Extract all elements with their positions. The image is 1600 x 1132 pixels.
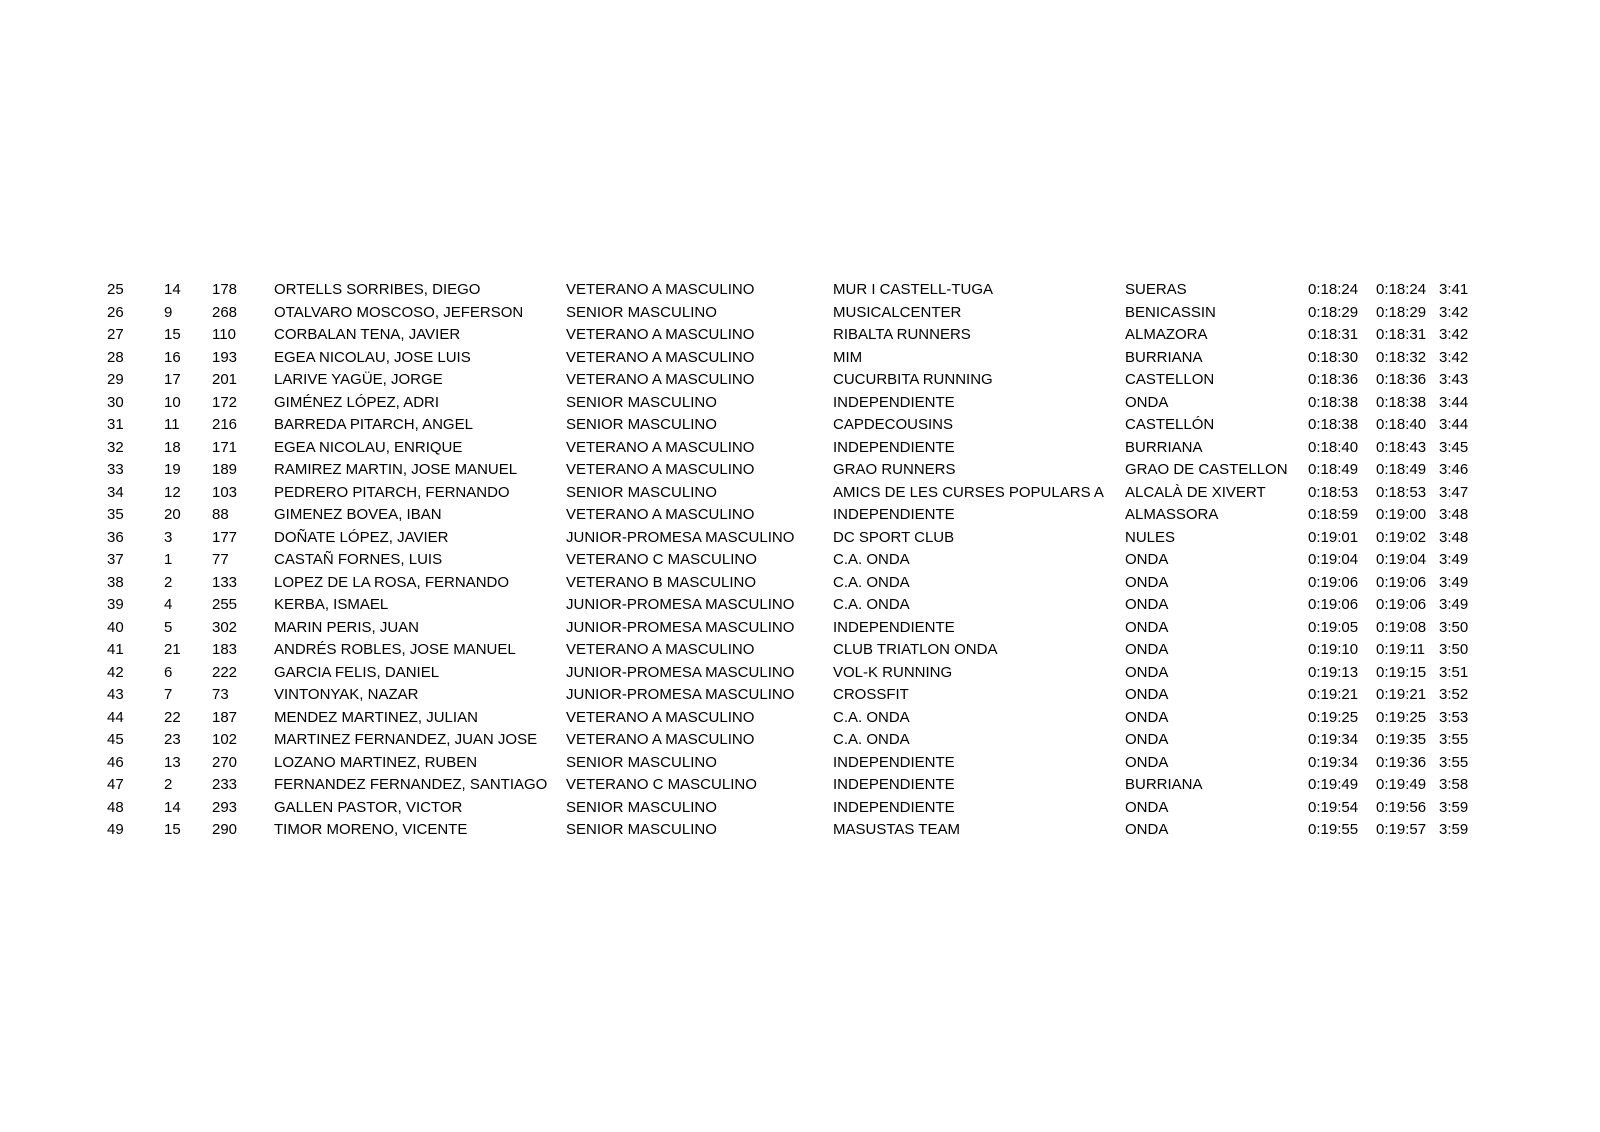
club: INDEPENDIENTE xyxy=(833,753,955,771)
runner-name: PEDRERO PITARCH, FERNANDO xyxy=(274,483,510,501)
category-position: 20 xyxy=(164,506,181,523)
overall-position: 32 xyxy=(107,438,124,456)
bib-number: 233 xyxy=(212,776,238,793)
bib-number: 302 xyxy=(212,618,238,636)
overall-position: 48 xyxy=(107,798,124,816)
runner-name: GALLEN PASTOR, VICTOR xyxy=(274,798,463,816)
category: JUNIOR-PROMESA MASCULINO xyxy=(566,528,795,546)
category-position: 23 xyxy=(164,731,181,748)
gun-time: 0:19:06 xyxy=(1308,573,1359,591)
town: NULES xyxy=(1125,528,1176,546)
net-time: 0:18:29 xyxy=(1376,303,1427,321)
category-position: 15 xyxy=(164,821,181,838)
category: VETERANO A MASCULINO xyxy=(566,281,755,298)
club: MIM xyxy=(833,348,863,366)
category-position: 14 xyxy=(164,281,181,298)
overall-position: 28 xyxy=(107,348,124,366)
net-time: 0:19:08 xyxy=(1376,618,1427,636)
overall-position: 34 xyxy=(107,483,124,501)
net-time: 0:18:32 xyxy=(1376,348,1427,366)
runner-name: VINTONYAK, NAZAR xyxy=(274,686,419,703)
bib-number: 88 xyxy=(212,506,229,523)
pace: 3:44 xyxy=(1439,416,1469,433)
net-time: 0:18:24 xyxy=(1376,281,1427,298)
runner-name: DOÑATE LÓPEZ, JAVIER xyxy=(274,528,449,546)
pace: 3:49 xyxy=(1439,551,1469,568)
pace: 3:48 xyxy=(1439,528,1469,546)
runner-name: GARCIA FELIS, DANIEL xyxy=(274,663,440,681)
runner-name: MENDEZ MARTINEZ, JULIAN xyxy=(274,708,478,726)
pace: 3:42 xyxy=(1439,326,1469,343)
town: ALMASSORA xyxy=(1125,506,1219,523)
runner-name: GIMENEZ BOVEA, IBAN xyxy=(274,506,442,523)
gun-time: 0:19:49 xyxy=(1308,776,1359,793)
category-position: 5 xyxy=(164,618,173,636)
pace: 3:55 xyxy=(1439,753,1469,771)
net-time: 0:19:49 xyxy=(1376,776,1427,793)
category: JUNIOR-PROMESA MASCULINO xyxy=(566,596,795,613)
net-time: 0:19:15 xyxy=(1376,663,1427,681)
net-time: 0:19:56 xyxy=(1376,798,1427,816)
bib-number: 178 xyxy=(212,281,238,298)
bib-number: 189 xyxy=(212,461,238,478)
gun-time: 0:19:06 xyxy=(1308,596,1359,613)
gun-time: 0:19:34 xyxy=(1308,753,1359,771)
bib-number: 193 xyxy=(212,348,238,366)
table-row xyxy=(0,662,1600,685)
town: ONDA xyxy=(1125,551,1169,568)
table-row xyxy=(0,729,1600,752)
pace: 3:52 xyxy=(1439,686,1469,703)
table-row xyxy=(0,459,1600,482)
table-row xyxy=(0,774,1600,797)
pace: 3:58 xyxy=(1439,776,1469,793)
table-row xyxy=(0,752,1600,775)
gun-time: 0:19:25 xyxy=(1308,708,1359,726)
pace: 3:49 xyxy=(1439,596,1469,613)
gun-time: 0:19:54 xyxy=(1308,798,1359,816)
table-row xyxy=(0,797,1600,820)
table-row xyxy=(0,482,1600,505)
town: ONDA xyxy=(1125,596,1169,613)
category: VETERANO C MASCULINO xyxy=(566,551,757,568)
bib-number: 222 xyxy=(212,663,238,681)
category: VETERANO A MASCULINO xyxy=(566,348,755,366)
runner-name: KERBA, ISMAEL xyxy=(274,596,389,613)
category: VETERANO A MASCULINO xyxy=(566,371,755,388)
gun-time: 0:19:21 xyxy=(1308,686,1359,703)
pace: 3:41 xyxy=(1439,281,1469,298)
category-position: 14 xyxy=(164,798,181,816)
club: CUCURBITA RUNNING xyxy=(833,371,993,388)
town: ALMAZORA xyxy=(1125,326,1208,343)
runner-name: FERNANDEZ FERNANDEZ, SANTIAGO xyxy=(274,776,548,793)
overall-position: 41 xyxy=(107,641,124,658)
runner-name: CORBALAN TENA, JAVIER xyxy=(274,326,461,343)
net-time: 0:19:57 xyxy=(1376,821,1427,838)
net-time: 0:18:31 xyxy=(1376,326,1427,343)
pace: 3:59 xyxy=(1439,798,1469,816)
town: BURRIANA xyxy=(1125,348,1203,366)
gun-time: 0:18:40 xyxy=(1308,438,1359,456)
club: DC SPORT CLUB xyxy=(833,528,955,546)
category-position: 19 xyxy=(164,461,181,478)
overall-position: 29 xyxy=(107,371,124,388)
runner-name: CASTAÑ FORNES, LUIS xyxy=(274,551,443,568)
table-row xyxy=(0,414,1600,437)
pace: 3:55 xyxy=(1439,731,1469,748)
net-time: 0:19:11 xyxy=(1376,641,1425,658)
pace: 3:42 xyxy=(1439,348,1469,366)
bib-number: 183 xyxy=(212,641,238,658)
table-row xyxy=(0,347,1600,370)
club: CROSSFIT xyxy=(833,686,909,703)
net-time: 0:19:06 xyxy=(1376,573,1427,591)
gun-time: 0:18:38 xyxy=(1308,393,1359,411)
table-row xyxy=(0,504,1600,527)
pace: 3:50 xyxy=(1439,618,1469,636)
pace: 3:47 xyxy=(1439,483,1469,501)
town: ONDA xyxy=(1125,573,1169,591)
net-time: 0:18:36 xyxy=(1376,371,1427,388)
table-row xyxy=(0,684,1600,707)
town: ONDA xyxy=(1125,663,1169,681)
gun-time: 0:19:01 xyxy=(1308,528,1359,546)
net-time: 0:18:53 xyxy=(1376,483,1427,501)
runner-name: OTALVARO MOSCOSO, JEFERSON xyxy=(274,303,524,321)
overall-position: 47 xyxy=(107,776,124,793)
gun-time: 0:18:59 xyxy=(1308,506,1359,523)
category-position: 4 xyxy=(164,596,173,613)
runner-name: LOPEZ DE LA ROSA, FERNANDO xyxy=(274,573,510,591)
overall-position: 45 xyxy=(107,731,124,748)
net-time: 0:19:36 xyxy=(1376,753,1427,771)
category-position: 1 xyxy=(164,551,173,568)
gun-time: 0:19:55 xyxy=(1308,821,1359,838)
club: C.A. ONDA xyxy=(833,731,910,748)
table-row xyxy=(0,549,1600,572)
net-time: 0:19:04 xyxy=(1376,551,1427,568)
town: BURRIANA xyxy=(1125,438,1203,456)
category-position: 7 xyxy=(164,686,173,703)
bib-number: 171 xyxy=(212,438,238,456)
category: SENIOR MASCULINO xyxy=(566,393,717,411)
category-position: 12 xyxy=(164,483,181,501)
category: VETERANO A MASCULINO xyxy=(566,641,755,658)
runner-name: EGEA NICOLAU, ENRIQUE xyxy=(274,438,463,456)
category: SENIOR MASCULINO xyxy=(566,483,717,501)
town: ONDA xyxy=(1125,821,1169,838)
gun-time: 0:18:31 xyxy=(1308,326,1359,343)
club: AMICS DE LES CURSES POPULARS A xyxy=(833,483,1104,501)
club: RIBALTA RUNNERS xyxy=(833,326,971,343)
category: SENIOR MASCULINO xyxy=(566,303,717,321)
results-table xyxy=(0,279,1600,842)
gun-time: 0:18:49 xyxy=(1308,461,1359,478)
club: C.A. ONDA xyxy=(833,551,910,568)
gun-time: 0:18:30 xyxy=(1308,348,1359,366)
category: SENIOR MASCULINO xyxy=(566,753,717,771)
club: CLUB TRIATLON ONDA xyxy=(833,641,998,658)
town: ONDA xyxy=(1125,731,1169,748)
bib-number: 201 xyxy=(212,371,238,388)
bib-number: 187 xyxy=(212,708,238,726)
town: BURRIANA xyxy=(1125,776,1203,793)
club: INDEPENDIENTE xyxy=(833,776,955,793)
table-row xyxy=(0,369,1600,392)
overall-position: 35 xyxy=(107,506,124,523)
table-row xyxy=(0,279,1600,302)
club: GRAO RUNNERS xyxy=(833,461,956,478)
town: ONDA xyxy=(1125,686,1169,703)
category: VETERANO A MASCULINO xyxy=(566,461,755,478)
gun-time: 0:19:34 xyxy=(1308,731,1359,748)
runner-name: EGEA NICOLAU, JOSE LUIS xyxy=(274,348,471,366)
club: INDEPENDIENTE xyxy=(833,393,955,411)
overall-position: 40 xyxy=(107,618,124,636)
bib-number: 177 xyxy=(212,528,238,546)
town: ALCALÀ DE XIVERT xyxy=(1125,483,1266,501)
town: CASTELLON xyxy=(1125,371,1215,388)
overall-position: 46 xyxy=(107,753,124,771)
gun-time: 0:18:36 xyxy=(1308,371,1359,388)
pace: 3:51 xyxy=(1439,663,1469,681)
bib-number: 290 xyxy=(212,821,238,838)
category-position: 2 xyxy=(164,573,173,591)
category: JUNIOR-PROMESA MASCULINO xyxy=(566,663,795,681)
town: CASTELLÓN xyxy=(1125,416,1215,433)
gun-time: 0:18:29 xyxy=(1308,303,1359,321)
bib-number: 270 xyxy=(212,753,238,771)
category: SENIOR MASCULINO xyxy=(566,416,717,433)
table-row xyxy=(0,572,1600,595)
pace: 3:45 xyxy=(1439,438,1469,456)
overall-position: 27 xyxy=(107,326,124,343)
overall-position: 44 xyxy=(107,708,124,726)
net-time: 0:18:38 xyxy=(1376,393,1427,411)
category-position: 6 xyxy=(164,663,173,681)
bib-number: 110 xyxy=(212,326,236,343)
table-row xyxy=(0,707,1600,730)
bib-number: 133 xyxy=(212,573,238,591)
table-row xyxy=(0,324,1600,347)
net-time: 0:19:06 xyxy=(1376,596,1427,613)
bib-number: 77 xyxy=(212,551,229,568)
category-position: 15 xyxy=(164,326,181,343)
table-row xyxy=(0,527,1600,550)
category-position: 22 xyxy=(164,708,181,726)
category-position: 18 xyxy=(164,438,181,456)
gun-time: 0:18:53 xyxy=(1308,483,1359,501)
pace: 3:44 xyxy=(1439,393,1469,411)
pace: 3:48 xyxy=(1439,506,1469,523)
town: ONDA xyxy=(1125,798,1169,816)
net-time: 0:19:25 xyxy=(1376,708,1427,726)
club: C.A. ONDA xyxy=(833,596,910,613)
bib-number: 268 xyxy=(212,303,238,321)
table-row xyxy=(0,617,1600,640)
pace: 3:46 xyxy=(1439,461,1469,478)
category: VETERANO A MASCULINO xyxy=(566,326,755,343)
bib-number: 255 xyxy=(212,596,238,613)
bib-number: 172 xyxy=(212,393,238,411)
club: CAPDECOUSINS xyxy=(833,416,954,433)
overall-position: 26 xyxy=(107,303,124,321)
runner-name: RAMIREZ MARTIN, JOSE MANUEL xyxy=(274,461,518,478)
overall-position: 36 xyxy=(107,528,124,546)
club: VOL-K RUNNING xyxy=(833,663,953,681)
table-row xyxy=(0,437,1600,460)
pace: 3:43 xyxy=(1439,371,1469,388)
runner-name: MARIN PERIS, JUAN xyxy=(274,618,420,636)
bib-number: 216 xyxy=(212,416,238,433)
category: SENIOR MASCULINO xyxy=(566,798,717,816)
overall-position: 49 xyxy=(107,821,124,838)
town: ONDA xyxy=(1125,641,1169,658)
category-position: 10 xyxy=(164,393,181,411)
category-position: 16 xyxy=(164,348,181,366)
category-position: 11 xyxy=(164,416,180,433)
net-time: 0:18:40 xyxy=(1376,416,1427,433)
net-time: 0:18:49 xyxy=(1376,461,1427,478)
club: INDEPENDIENTE xyxy=(833,618,955,636)
category: VETERANO A MASCULINO xyxy=(566,731,755,748)
pace: 3:53 xyxy=(1439,708,1469,726)
gun-time: 0:19:05 xyxy=(1308,618,1359,636)
town: ONDA xyxy=(1125,708,1169,726)
runner-name: LARIVE YAGÜE, JORGE xyxy=(274,371,443,388)
category: SENIOR MASCULINO xyxy=(566,821,717,838)
net-time: 0:19:35 xyxy=(1376,731,1427,748)
club: C.A. ONDA xyxy=(833,573,910,591)
overall-position: 25 xyxy=(107,281,124,298)
town: SUERAS xyxy=(1125,281,1187,298)
gun-time: 0:19:04 xyxy=(1308,551,1359,568)
table-row xyxy=(0,639,1600,662)
overall-position: 42 xyxy=(107,663,124,681)
bib-number: 293 xyxy=(212,798,238,816)
gun-time: 0:19:13 xyxy=(1308,663,1359,681)
net-time: 0:19:21 xyxy=(1376,686,1427,703)
town: ONDA xyxy=(1125,393,1169,411)
overall-position: 39 xyxy=(107,596,124,613)
category: JUNIOR-PROMESA MASCULINO xyxy=(566,686,795,703)
category: VETERANO A MASCULINO xyxy=(566,708,755,726)
gun-time: 0:19:10 xyxy=(1308,641,1359,658)
bib-number: 102 xyxy=(212,731,238,748)
overall-position: 43 xyxy=(107,686,124,703)
bib-number: 73 xyxy=(212,686,229,703)
club: MUSICALCENTER xyxy=(833,303,962,321)
table-row xyxy=(0,594,1600,617)
net-time: 0:18:43 xyxy=(1376,438,1427,456)
runner-name: MARTINEZ FERNANDEZ, JUAN JOSE xyxy=(274,731,538,748)
category-position: 13 xyxy=(164,753,181,771)
category-position: 9 xyxy=(164,303,173,321)
town: GRAO DE CASTELLON xyxy=(1125,461,1288,478)
overall-position: 37 xyxy=(107,551,124,568)
category: JUNIOR-PROMESA MASCULINO xyxy=(566,618,795,636)
club: INDEPENDIENTE xyxy=(833,438,955,456)
runner-name: ORTELLS SORRIBES, DIEGO xyxy=(274,281,481,298)
gun-time: 0:18:24 xyxy=(1308,281,1359,298)
category: VETERANO B MASCULINO xyxy=(566,573,757,591)
runner-name: TIMOR MORENO, VICENTE xyxy=(274,821,468,838)
bib-number: 103 xyxy=(212,483,238,501)
table-row xyxy=(0,302,1600,325)
club: C.A. ONDA xyxy=(833,708,910,726)
category: VETERANO A MASCULINO xyxy=(566,438,755,456)
pace: 3:59 xyxy=(1439,821,1469,838)
category-position: 3 xyxy=(164,528,173,546)
town: ONDA xyxy=(1125,618,1169,636)
overall-position: 38 xyxy=(107,573,124,591)
gun-time: 0:18:38 xyxy=(1308,416,1359,433)
runner-name: BARREDA PITARCH, ANGEL xyxy=(274,416,473,433)
club: MASUSTAS TEAM xyxy=(833,821,960,838)
club: INDEPENDIENTE xyxy=(833,506,955,523)
runner-name: GIMÉNEZ LÓPEZ, ADRI xyxy=(274,393,440,411)
pace: 3:50 xyxy=(1439,641,1469,658)
runner-name: ANDRÉS ROBLES, JOSE MANUEL xyxy=(274,641,516,658)
net-time: 0:19:00 xyxy=(1376,506,1427,523)
category-position: 21 xyxy=(164,641,181,658)
table-row xyxy=(0,819,1600,842)
town: ONDA xyxy=(1125,753,1169,771)
category: VETERANO A MASCULINO xyxy=(566,506,755,523)
overall-position: 31 xyxy=(107,416,124,433)
category-position: 17 xyxy=(164,371,181,388)
pace: 3:42 xyxy=(1439,303,1469,321)
overall-position: 33 xyxy=(107,461,124,478)
pace: 3:49 xyxy=(1439,573,1469,591)
runner-name: LOZANO MARTINEZ, RUBEN xyxy=(274,753,478,771)
category: VETERANO C MASCULINO xyxy=(566,776,757,793)
town: BENICASSIN xyxy=(1125,303,1216,321)
category-position: 2 xyxy=(164,776,173,793)
table-row xyxy=(0,392,1600,415)
overall-position: 30 xyxy=(107,393,124,411)
club: MUR I CASTELL-TUGA xyxy=(833,281,994,298)
club: INDEPENDIENTE xyxy=(833,798,955,816)
net-time: 0:19:02 xyxy=(1376,528,1427,546)
